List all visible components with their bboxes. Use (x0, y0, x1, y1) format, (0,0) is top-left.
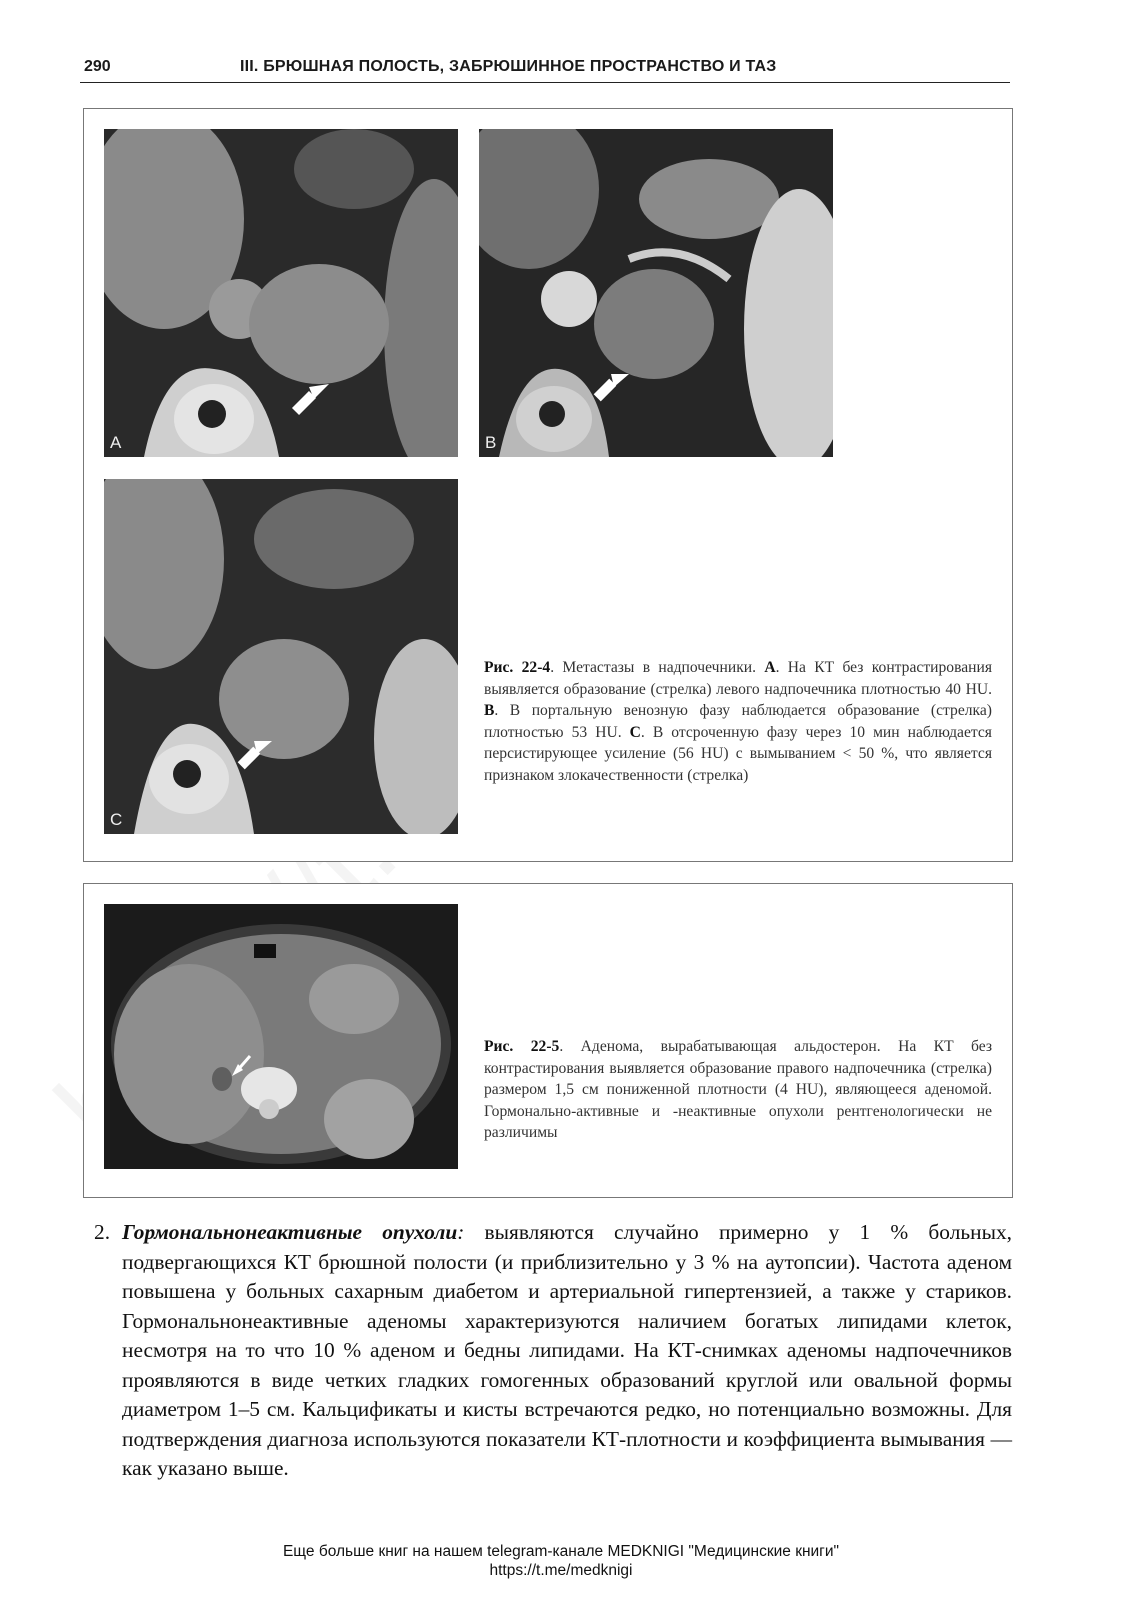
ct-scan-adenoma (104, 904, 458, 1169)
caption-panel-b-text: . В портальную венозную фазу наблюдается образование (стрелка) плотностью 53 HU. (484, 702, 992, 741)
ct-scan-b (479, 129, 833, 457)
caption-panel-c-text: . В отсроченную фазу через 10 мин наблюдается персистирующее усиление (56 HU) с вымыванием < 50 %, что является признаком злокачественности (стрелка) (484, 723, 992, 784)
page-number: 290 (84, 58, 111, 75)
running-title: III. БРЮШНАЯ ПОЛОСТЬ, ЗАБРЮШИННОЕ ПРОСТРАНСТВО И ТАЗ (240, 58, 777, 75)
panel-label-a: A (110, 433, 122, 452)
caption-text: . Аденома, вырабатывающая альдостерон. На КТ без контрастирования выявляется образование правого надпочечника (стрелка) размером 1,5 см пониженной плотности (4 HU), являющееся аденомой. Гормонально-активные и -неактивные опухоли рентгенологически не различимы (484, 1038, 993, 1141)
figure-22-4 (83, 108, 1013, 862)
ct-image-fig-22-5 (104, 904, 458, 1169)
figure-22-5-caption (484, 1036, 992, 1144)
ct-image-panel-c (104, 479, 458, 834)
list-item-number: 2. (94, 1220, 111, 1244)
figure-22-5 (83, 883, 1013, 1198)
page-header (80, 56, 1010, 83)
footer-line-1: Еще больше книг на нашем telegram-канале MEDKNIGI "Медицинские книги" (282, 1543, 840, 1560)
figure-22-4-caption (484, 657, 992, 786)
list-item-term: Гормональнонеактивные опухоли (122, 1220, 458, 1244)
footer-link[interactable]: https://t.me/medknigi (489, 1562, 633, 1579)
caption-label: Рис. 22-4 (484, 659, 551, 676)
panel-label-c: C (110, 810, 123, 829)
caption-text: . Метастазы в надпочечники. (550, 659, 765, 676)
ct-image-panel-a (104, 129, 458, 457)
caption-panel-b-label: В (484, 702, 495, 719)
list-item-text: выявляются случайно примерно у 1 % больных, подвергающихся КТ брюшной полости (и приблизительно у 3 % на аутопсии). Частота аденом повышена у больных сахарным диабетом и артериальной гипертензией, а также у стариков. Гормональнонеактивные аденомы характеризуются наличием богатых липидами клеток, несмотря на то что 10 % аденом и бедны липидами. На КТ-снимках аденомы надпочечников проявляются в виде четких гладких гомогенных образований круглой или овальной формы диаметром 1–5 см. Кальцификаты и кисты встречаются редко, но потенциально возможны. Для подтверждения диагноза используются показатели КТ-плотности и коэффициента вымывания — как указано выше. (122, 1220, 1012, 1480)
caption-panel-a-label: А (764, 659, 776, 676)
ct-scan-c (104, 479, 458, 834)
caption-panel-a-text: . На КТ без контрастирования выявляется образование (стрелка) левого надпочечника плотностью 40 HU. (484, 659, 993, 698)
ct-scan-a (104, 129, 458, 457)
panel-label-b: B (485, 433, 497, 452)
list-item-term-colon: : (457, 1220, 465, 1244)
body-paragraph (94, 1218, 1012, 1484)
ct-image-panel-b (479, 129, 833, 457)
caption-panel-c-label: С (629, 723, 641, 741)
caption-label: Рис. 22-5 (484, 1038, 560, 1055)
page-footer (0, 1542, 1122, 1580)
